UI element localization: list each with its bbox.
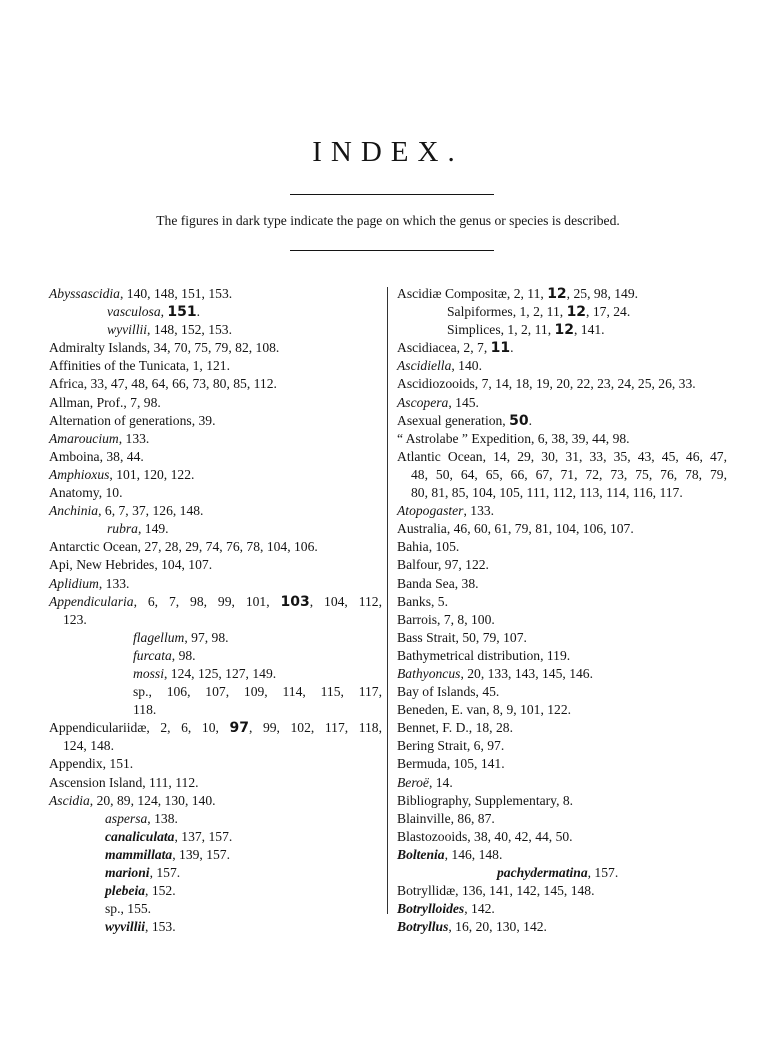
entry-text: Ascension Island, 111, 112. [49, 774, 199, 790]
entry-text: . [510, 340, 514, 356]
entry-text: sp., 155. [105, 901, 152, 917]
index-entry [397, 285, 727, 303]
index-entry [397, 593, 727, 611]
index-entry [49, 828, 382, 846]
page-number-bold: 11 [490, 340, 511, 357]
index-entry [397, 538, 727, 556]
entry-text: wyvillii [107, 322, 148, 338]
entry-text: vasculosa [107, 304, 161, 320]
entry-text: , 25, 98, 149. [566, 286, 639, 301]
index-entry [49, 719, 382, 737]
entry-text: , 133. [118, 430, 150, 446]
index-entry [397, 502, 727, 520]
entry-text: Abyssascidia [49, 286, 120, 301]
index-entry [397, 575, 727, 593]
entry-text: aspersa [105, 810, 148, 826]
entry-text: , 145. [448, 394, 479, 410]
entry-text: Amboina, 38, 44. [49, 448, 144, 464]
index-entry [397, 774, 727, 792]
entry-text: Ascidia [49, 792, 90, 808]
entry-text: Anchinia [49, 503, 99, 519]
index-entry [397, 357, 727, 375]
entry-text: Africa, 33, 47, 48, 64, 66, 73, 80, 85, 112. [49, 376, 277, 392]
entry-text: , 133. [98, 575, 130, 591]
index-entry [49, 484, 382, 502]
index-entry [49, 683, 382, 701]
entry-text: , 101, 120, 122. [109, 466, 195, 482]
index-entry [49, 755, 382, 773]
index-entry [397, 412, 727, 430]
index-entry [397, 394, 727, 412]
index-entry [49, 918, 382, 936]
index-entry [49, 285, 382, 303]
index-entry [397, 828, 727, 846]
index-entry [49, 846, 382, 864]
entry-text: Salpiformes, 1, 2, 11, [447, 304, 567, 320]
entry-text: , 141. [573, 322, 605, 338]
index-entry [397, 339, 727, 357]
entry-text: wyvillii [105, 919, 146, 935]
entry-text: Anatomy, 10. [49, 485, 123, 501]
entry-text: 80, 81, 85, 104, 105, 111, 112, 113, 114, 116, 117. [411, 485, 683, 501]
index-entry [49, 412, 382, 430]
index-entry [397, 864, 727, 882]
entry-text: Appendiculariidæ, 2, 6, 10, [49, 720, 230, 736]
entry-text: , 148, 152, 153. [147, 322, 232, 338]
index-entry [397, 882, 727, 900]
index-entry [397, 737, 727, 755]
entry-text: Bering Strait, 6, 97. [397, 738, 505, 754]
entry-text: , 98. [171, 647, 196, 663]
entry-text: Ascidiella [397, 358, 452, 374]
index-entry [49, 556, 382, 574]
index-entry [397, 321, 727, 339]
entry-text: Botrylloides [397, 901, 465, 917]
index-column-right [397, 285, 727, 936]
entry-text: , 20, 89, 124, 130, 140. [89, 792, 216, 808]
entry-text: Barrois, 7, 8, 100. [397, 611, 495, 627]
index-entry [397, 792, 727, 810]
entry-text: Beroë [397, 774, 429, 790]
entry-text: , 104, 112, [309, 593, 382, 609]
page-number-bold: 50 [509, 412, 529, 429]
entry-text: Allman, Prof., 7, 98. [49, 394, 161, 410]
entry-text: Balfour, 97, 122. [397, 557, 489, 573]
entry-text: rubra [107, 521, 138, 537]
index-entry [49, 339, 382, 357]
entry-text: Bathymetrical distribution, 119. [397, 647, 571, 663]
entry-text: Ascidiacea, 2, 7, [397, 340, 491, 356]
entry-text: Ascidiæ Compositæ, 2, 11, [397, 286, 548, 301]
entry-text: , 157. [587, 865, 619, 880]
entry-text: , 16, 20, 130, 142. [448, 919, 547, 935]
index-entry [397, 846, 727, 864]
entry-text: Api, New Hebrides, 104, 107. [49, 557, 213, 573]
entry-text: Bay of Islands, 45. [397, 684, 500, 700]
index-entry [49, 575, 382, 593]
entry-text: Bathyoncus [397, 665, 461, 681]
index-entry [49, 448, 382, 466]
index-entry [49, 792, 382, 810]
page-number-bold: 103 [280, 593, 310, 610]
entry-text: , 137, 157. [174, 828, 233, 844]
entry-text: 124, 148. [63, 738, 114, 754]
entry-text: , 153. [145, 919, 176, 935]
page-number-bold: 12 [547, 286, 567, 302]
entry-text: . [528, 412, 532, 428]
entry-text: Admiralty Islands, 34, 70, 75, 79, 82, 108. [49, 340, 280, 356]
index-entry [397, 900, 727, 918]
entry-text: , 149. [137, 521, 169, 537]
entry-text: , 133. [463, 503, 495, 519]
entry-text: furcata [133, 647, 172, 663]
page-title: INDEX. [312, 136, 464, 168]
index-entry [49, 321, 382, 339]
index-entry [397, 520, 727, 538]
index-entry [49, 611, 382, 629]
entry-text: canaliculata [105, 828, 175, 844]
entry-text: Atopogaster [397, 503, 464, 519]
index-entry [49, 629, 382, 647]
entry-text: Banda Sea, 38. [397, 575, 479, 591]
entry-text: Bass Strait, 50, 79, 107. [397, 629, 527, 645]
entry-text: , 14. [428, 774, 453, 790]
entry-text: Appendicularia [49, 593, 134, 609]
index-entry [49, 774, 382, 792]
entry-text: Asexual generation, [397, 412, 510, 428]
entry-text: , 146, 148. [444, 846, 503, 862]
index-entry [49, 665, 382, 683]
index-entry [49, 520, 382, 538]
entry-text: Blainville, 86, 87. [397, 810, 495, 826]
index-entry [397, 430, 727, 448]
index-entry [49, 394, 382, 412]
index-entry [49, 375, 382, 393]
entry-text: , 140. [451, 358, 482, 374]
entry-text: Bibliography, Supplementary, 8. [397, 792, 574, 808]
entry-text: Simplices, 1, 2, 11, [447, 322, 555, 338]
index-entry [397, 448, 727, 466]
index-entry [49, 502, 382, 520]
entry-text: , 17, 24. [586, 304, 631, 320]
entry-text: . [196, 304, 201, 320]
index-entry [397, 484, 727, 502]
entry-text: mossi [133, 665, 164, 681]
entry-text: , 138. [147, 810, 178, 826]
entry-text: Australia, 46, 60, 61, 79, 81, 104, 106, 107. [397, 521, 634, 537]
index-entry [49, 593, 382, 611]
index-entry [397, 918, 727, 936]
entry-text: Alternation of generations, 39. [49, 412, 216, 428]
rule-top [290, 194, 494, 195]
entry-text: Blastozooids, 38, 40, 42, 44, 50. [397, 828, 573, 844]
index-entry [397, 629, 727, 647]
index-entry [49, 810, 382, 828]
entry-text: 48, 50, 64, 65, 66, 67, 71, 72, 73, 75, 76, 78, 79, [411, 466, 727, 482]
entry-text: Beneden, E. van, 8, 9, 101, 122. [397, 702, 572, 718]
entry-text: 118. [133, 702, 157, 718]
entry-text: , 142. [464, 901, 495, 917]
entry-text: flagellum [133, 629, 185, 645]
entry-text: , 97, 98. [184, 629, 229, 645]
entry-text: Aplidium [49, 575, 99, 591]
entry-text: Ascidiozooids, 7, 14, 18, 19, 20, 22, 23, 24, 25, 26, 33. [397, 376, 696, 392]
entry-text: , 157. [149, 865, 181, 880]
entry-text: Bermuda, 105, 141. [397, 756, 505, 772]
entry-text: , 152. [145, 883, 176, 899]
entry-text: , [160, 304, 168, 320]
entry-text: Amaroucium [49, 430, 119, 446]
page-number-bold: 12 [554, 322, 574, 339]
index-entry [49, 647, 382, 665]
index-entry [397, 719, 727, 737]
index-entry [397, 375, 727, 393]
index-entry [397, 665, 727, 683]
index-entry [397, 466, 727, 484]
column-divider [387, 287, 388, 914]
entry-text: Affinities of the Tunicata, 1, 121. [49, 358, 230, 374]
index-entry [49, 430, 382, 448]
entry-text: Banks, 5. [397, 593, 448, 609]
index-entry [49, 466, 382, 484]
index-entry [397, 647, 727, 665]
entry-text: , 99, 102, 117, 118, [248, 720, 383, 736]
entry-text: Ascopera [397, 394, 449, 410]
index-entry [49, 701, 382, 719]
index-entry [397, 556, 727, 574]
entry-text: marioni [105, 865, 150, 880]
entry-text: , 20, 133, 143, 145, 146. [460, 665, 593, 681]
index-entry [397, 755, 727, 773]
entry-text: Antarctic Ocean, 27, 28, 29, 74, 76, 78, 104, 106. [49, 539, 318, 555]
entry-text: , 140, 148, 151, 153. [119, 286, 233, 301]
entry-text: “ Astrolabe ” Expedition, 6, 38, 39, 44, 98. [397, 430, 630, 446]
entry-text: 123. [63, 611, 87, 627]
typeface-note: The figures in dark type indicate the page on which the genus or species is described. [156, 213, 620, 228]
entry-text: , 6, 7, 98, 99, 101, [133, 593, 281, 609]
entry-text: , 139, 157. [172, 846, 230, 862]
index-entry [397, 683, 727, 701]
index-column-left [49, 285, 382, 936]
entry-text: Bennet, F. D., 18, 28. [397, 720, 513, 736]
entry-text: mammillata [105, 846, 173, 862]
entry-text: Botryllidæ, 136, 141, 142, 145, 148. [397, 883, 595, 899]
page-number-bold: 151 [167, 304, 197, 321]
index-entry [49, 737, 382, 755]
index-entry [49, 303, 382, 321]
entry-text: Botryllus [397, 919, 449, 935]
entry-text: Bahia, 105. [397, 539, 460, 555]
entry-text: Atlantic Ocean, 14, 29, 30, 31, 33, 35, 43, 45, 46, 47, [397, 448, 727, 464]
index-entry [397, 810, 727, 828]
entry-text: sp., 106, 107, 109, 114, 115, 117, [133, 684, 382, 700]
index-entry [397, 303, 727, 321]
index-entry [49, 538, 382, 556]
page-number-bold: 97 [229, 720, 249, 737]
entry-text: , 6, 7, 37, 126, 148. [98, 503, 204, 519]
entry-text: Boltenia [397, 846, 445, 862]
index-entry [49, 864, 382, 882]
entry-text: Amphioxus [49, 466, 110, 482]
entry-text: Appendix, 151. [49, 756, 134, 772]
index-entry [49, 357, 382, 375]
index-entry [49, 900, 382, 918]
page-number-bold: 12 [566, 304, 587, 321]
index-entry [397, 701, 727, 719]
entry-text: , 124, 125, 127, 149. [163, 665, 277, 681]
entry-text: plebeia [105, 883, 146, 899]
entry-text: pachydermatina [497, 865, 588, 880]
index-entry [397, 611, 727, 629]
rule-bottom [290, 250, 494, 251]
index-entry [49, 882, 382, 900]
